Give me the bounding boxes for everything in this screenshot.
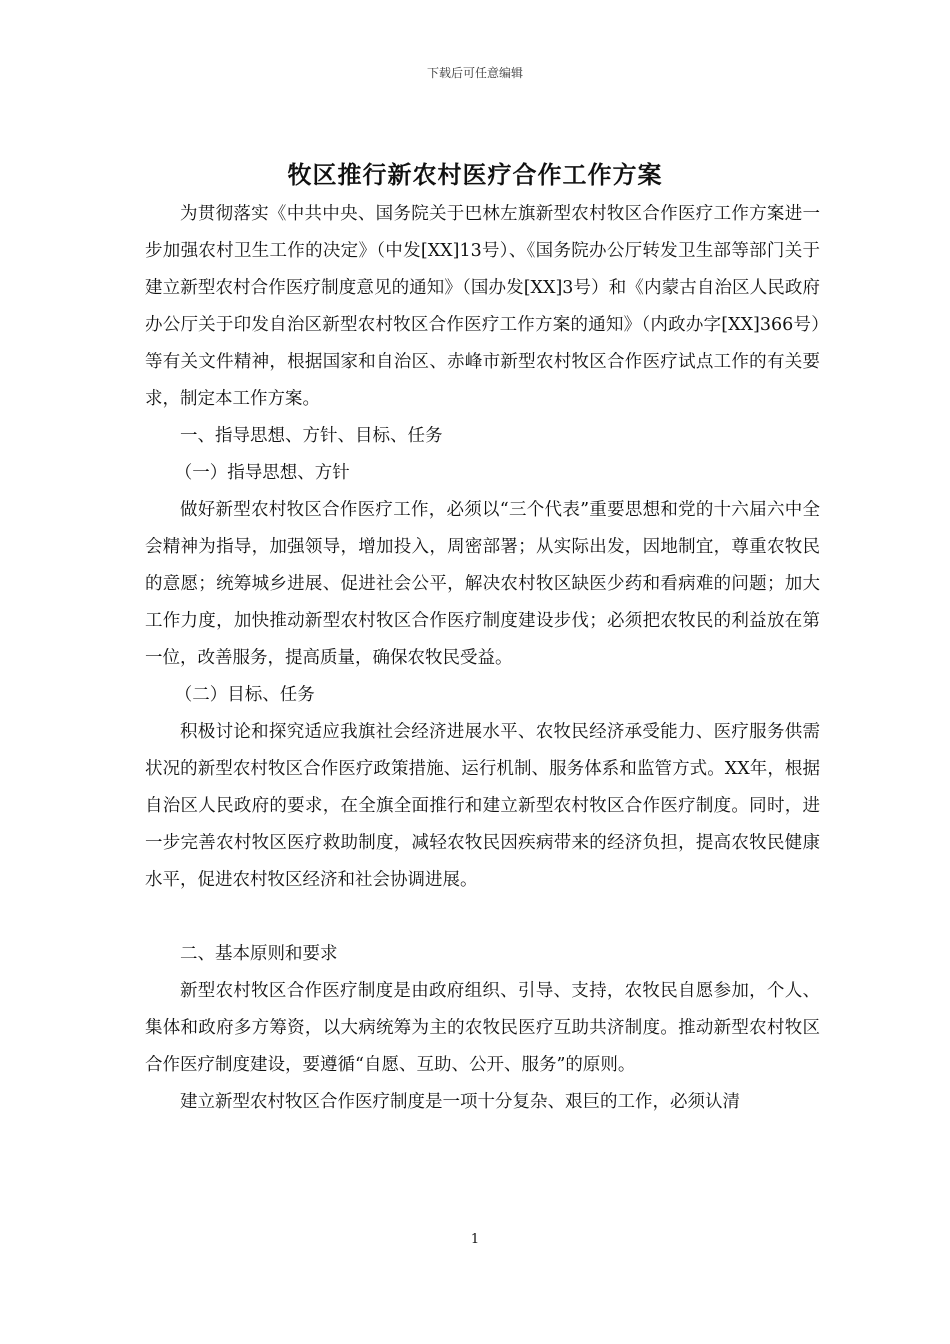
body-paragraph: 积极讨论和探究适应我旗社会经济进展水平、农牧民经济承受能力、医疗服务供需状况的新型农村牧区合作医疗政策措施、运行机制、服务体系和监管方式。XX年，根据自治区人民政府的要求，在全旗全面推行和建立新型农村牧区合作医疗制度。同时，进一步完善农村牧区医疗救助制度，减轻农牧民因疾病带来的经济负担，提高农牧民健康水平，促进农村牧区经济和社会协调进展。 xyxy=(145,722,820,890)
document-body xyxy=(145,196,820,1121)
section-heading-2: 二、基本原则和要求 xyxy=(180,944,338,964)
body-paragraph: 新型农村牧区合作医疗制度是由政府组织、引导、支持，农牧民自愿参加，个人、集体和政府多方筹资，以大病统筹为主的农牧民医疗互助共济制度。推动新型农村牧区合作医疗制度建设，要遵循“自愿、互助、公开、服务”的原则。 xyxy=(145,981,820,1075)
body-paragraph: 做好新型农村牧区合作医疗工作，必须以“三个代表”重要思想和党的十六届六中全会精神为指导，加强领导，增加投入，周密部署；从实际出发，因地制宜，尊重农牧民的意愿；统筹城乡进展、促进社会公平，解决农村牧区缺医少药和看病难的问题；加大工作力度，加快推动新型农村牧区合作医疗制度建设步伐；必须把农牧民的利益放在第一位，改善服务，提高质量，确保农牧民受益。 xyxy=(145,500,820,668)
subsection-heading-2: （二）目标、任务 xyxy=(174,685,315,705)
body-paragraph: 建立新型农村牧区合作医疗制度是一项十分复杂、艰巨的工作，必须认清 xyxy=(180,1092,740,1112)
page-header-note: 下载后可任意编辑 xyxy=(426,66,523,80)
page-number: 1 xyxy=(470,1232,480,1247)
blank-line xyxy=(145,899,820,936)
document-title: 牧区推行新农村医疗合作工作方案 xyxy=(287,160,663,189)
intro-paragraph: 为贯彻落实《中共中央、国务院关于巴林左旗新型农村牧区合作医疗工作方案进一步加强农村卫生工作的决定》（中发[XX]13号）、《国务院办公厅转发卫生部等部门关于建立新型农村合作医疗制度意见的通知》（国办发[XX]3号）和《内蒙古自治区人民政府办公厅关于印发自治区新型农村牧区合作医疗工作方案的通知》（内政办字[XX]366号）等有关文件精神，根据国家和自治区、赤峰市新型农村牧区合作医疗试点工作的有关要求，制定本工作方案。 xyxy=(145,204,820,409)
subsection-heading-1: （一）指导思想、方针 xyxy=(174,463,350,483)
section-heading-1: 一、指导思想、方针、目标、任务 xyxy=(180,426,443,446)
